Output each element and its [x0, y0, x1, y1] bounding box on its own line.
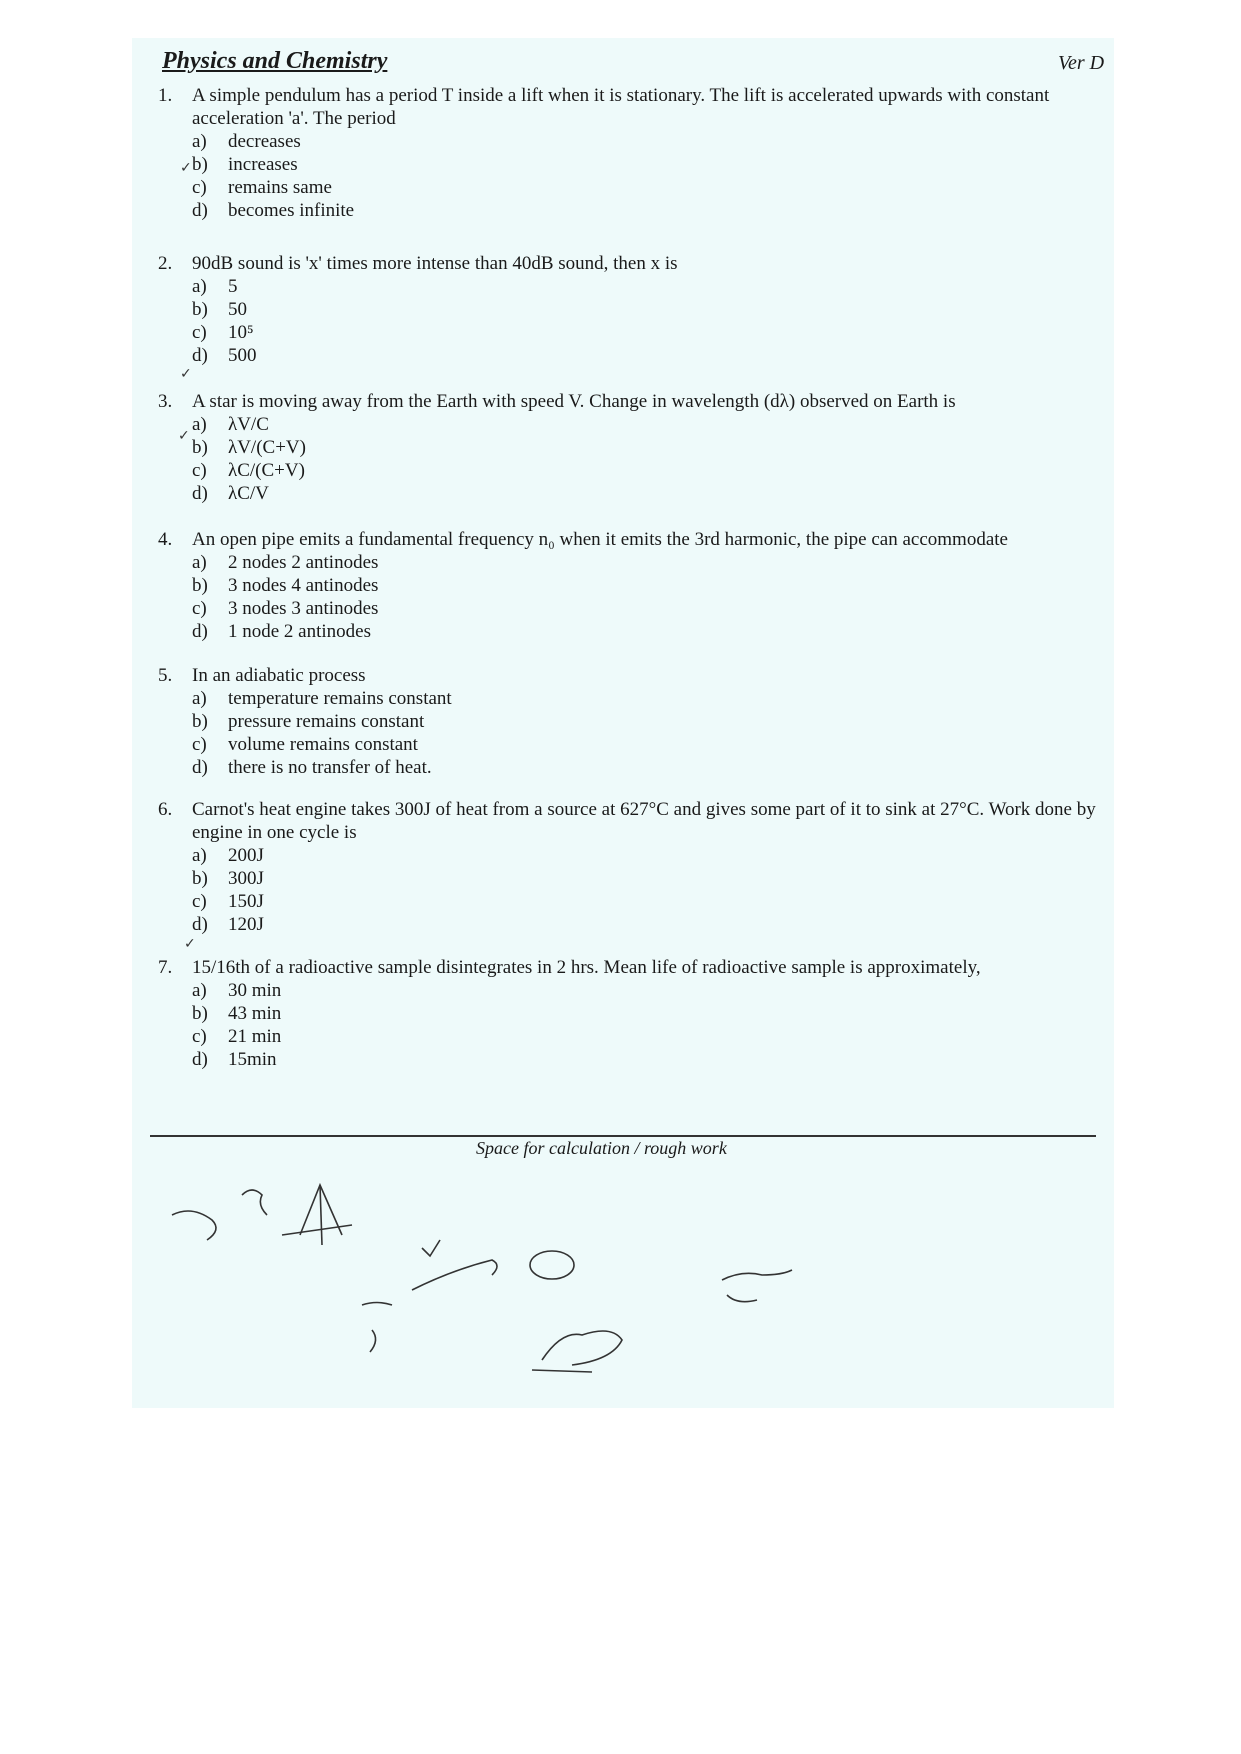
question-3	[158, 390, 1098, 505]
question-number: 5.	[158, 665, 173, 686]
option-a: a) 200J	[192, 845, 264, 866]
option-list	[192, 844, 1098, 936]
option-a: a) temperature remains constant	[192, 688, 452, 709]
question-6	[158, 798, 1098, 936]
question-number: 2.	[158, 253, 173, 274]
option-c: c) remains same	[192, 177, 332, 198]
version-label: Ver D	[1058, 52, 1105, 74]
option-d: d) λC/V	[192, 483, 269, 504]
option-c: c) 150J	[192, 891, 264, 912]
option-a: a) decreases	[192, 131, 301, 152]
option-list	[192, 687, 1098, 779]
question-stem: In an adiabatic process	[192, 665, 366, 686]
question-stem: 90dB sound is 'x' times more intense than 40dB sound, then x is	[192, 253, 678, 274]
question-stem: 15/16th of a radioactive sample disintegrates in 2 hrs. Mean life of radioactive sample is approximately,	[192, 957, 981, 978]
handwritten-scribbles	[132, 1140, 1114, 1400]
option-d: d) 120J	[192, 914, 264, 935]
option-a: a) 30 min	[192, 980, 282, 1001]
option-a: a) 5	[192, 276, 238, 297]
option-a: a) λV/C	[192, 414, 269, 435]
option-b: b) 300J	[192, 868, 264, 889]
option-list	[192, 551, 1098, 643]
option-b: b) λV/(C+V)	[192, 437, 306, 458]
question-number: 3.	[158, 391, 173, 412]
question-4	[158, 528, 1098, 643]
option-d: d) becomes infinite	[192, 200, 355, 221]
option-b: b) pressure remains constant	[192, 711, 425, 732]
tick-mark-icon: ✓	[178, 428, 190, 444]
question-stem: Carnot's heat engine takes 300J of heat from a source at 627°C and gives some part of it to sink at 27°C. Work done by engine in one cycle is	[192, 799, 1096, 843]
question-number: 1.	[158, 85, 173, 106]
question-stem: A simple pendulum has a period T inside a lift when it is stationary. The lift is accelerated upwards with constant acceleration 'a'. The period	[192, 85, 1050, 129]
question-1	[158, 84, 1098, 222]
option-list	[192, 130, 1098, 222]
option-list	[192, 979, 1098, 1071]
option-c: c) 10⁵	[192, 322, 254, 343]
option-d: d) 1 node 2 antinodes	[192, 621, 372, 642]
subject-title: Physics and Chemistry	[162, 48, 388, 74]
question-2	[158, 252, 1098, 367]
option-c: c) volume remains constant	[192, 734, 418, 755]
rough-work-divider	[150, 1135, 1096, 1137]
option-b: b) increases	[192, 154, 298, 175]
tick-mark-icon: ✓	[184, 936, 196, 952]
option-c: c) λC/(C+V)	[192, 460, 305, 481]
question-5	[158, 664, 1098, 779]
question-7	[158, 956, 1098, 1071]
question-number: 4.	[158, 529, 173, 550]
tick-mark-icon: ✓	[180, 366, 192, 382]
option-list	[192, 275, 1098, 367]
question-number: 6.	[158, 799, 173, 820]
question-stem: A star is moving away from the Earth with speed V. Change in wavelength (dλ) observed on Earth is	[192, 391, 956, 412]
option-b: b) 50	[192, 299, 247, 320]
option-c: c) 3 nodes 3 antinodes	[192, 598, 379, 619]
option-d: d) 500	[192, 345, 257, 366]
rough-work-title: Space for calculation / rough work	[476, 1138, 727, 1158]
option-d: d) there is no transfer of heat.	[192, 757, 432, 778]
option-c: c) 21 min	[192, 1026, 282, 1047]
option-list	[192, 413, 1098, 505]
option-d: d) 15min	[192, 1049, 277, 1070]
question-stem: An open pipe emits a fundamental frequency n₀ when it emits the 3rd harmonic, the pipe can accommodate	[192, 529, 1008, 550]
option-b: b) 3 nodes 4 antinodes	[192, 575, 379, 596]
option-b: b) 43 min	[192, 1003, 282, 1024]
tick-mark-icon: ✓	[180, 160, 192, 176]
option-a: a) 2 nodes 2 antinodes	[192, 552, 379, 573]
question-number: 7.	[158, 957, 173, 978]
